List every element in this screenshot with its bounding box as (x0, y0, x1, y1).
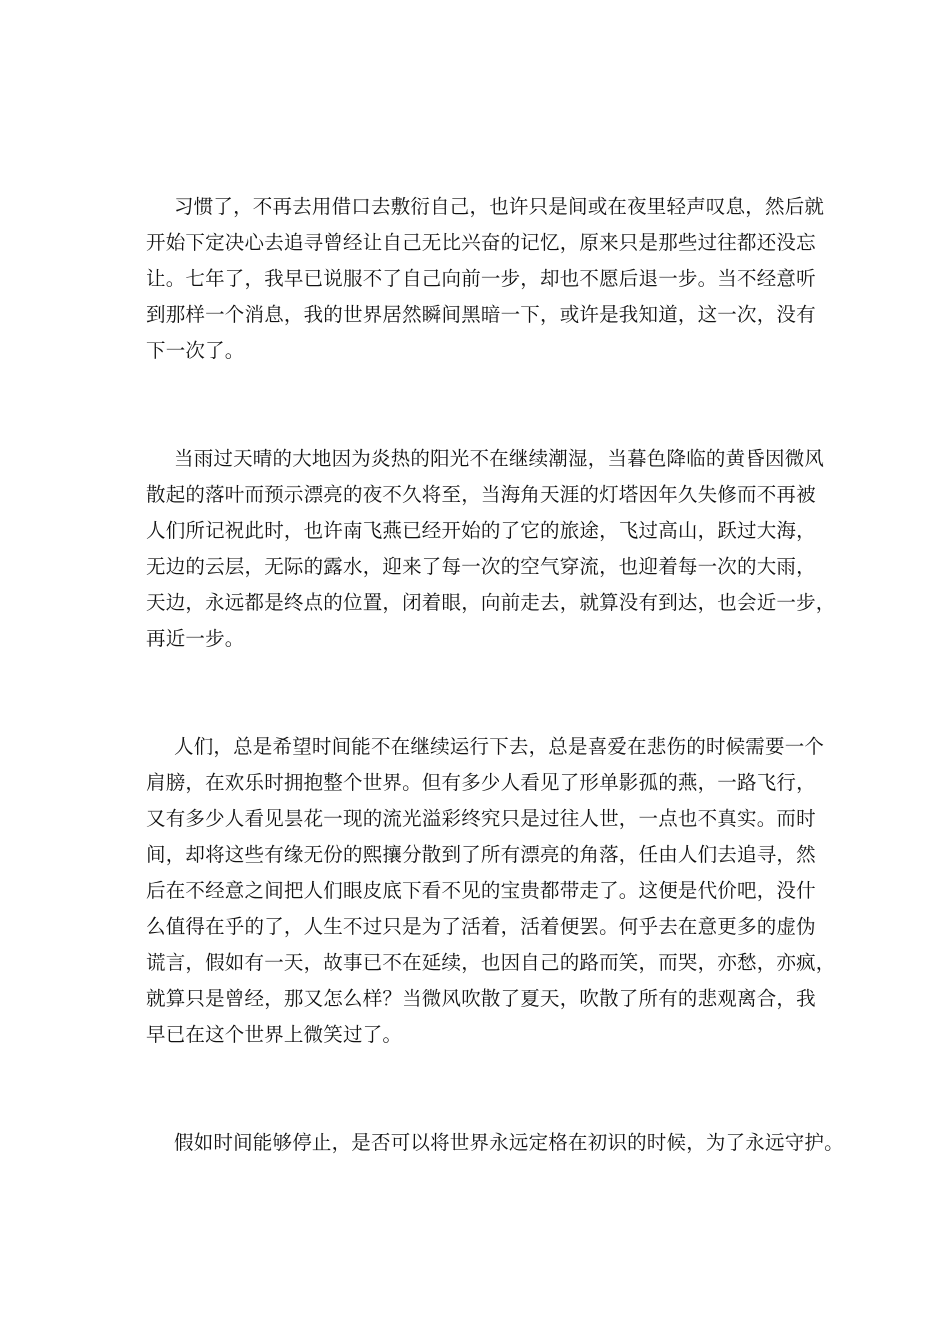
paragraph-4-line-1: 假如时间能够停止，是否可以将世界永远定格在初识的时候，为了永远守护。 (174, 1131, 844, 1154)
paragraph-3-line-6: 么值得在乎的了，人生不过只是为了活着，活着便罢。何乎去在意更多的虚伪 (146, 915, 816, 938)
paragraph-3-line-3: 又有多少人看见昙花一现的流光溢彩终究只是过往人世，一点也不真实。而时 (146, 807, 816, 830)
paragraph-1-line-3: 让。七年了，我早已说服不了自己向前一步，却也不愿后退一步。当不经意听 (146, 267, 816, 290)
paragraph-2-line-3: 人们所记祝此时，也许南飞燕已经开始的了它的旅途，飞过高山，跃过大海， (146, 519, 816, 542)
paragraph-2-line-5: 天边，永远都是终点的位置，闭着眼，向前走去，就算没有到达，也会近一步， (146, 591, 836, 614)
paragraph-3-line-2: 肩膀，在欢乐时拥抱整个世界。但有多少人看见了形单影孤的燕，一路飞行， (146, 771, 816, 794)
paragraph-2-line-2: 散起的落叶而预示漂亮的夜不久将至，当海角天涯的灯塔因年久失修而不再被 (146, 483, 816, 506)
paragraph-1-line-5: 下一次了。 (146, 339, 245, 362)
paragraph-3-line-7: 谎言，假如有一天，故事已不在延续，也因自己的路而笑，而哭，亦愁，亦疯， (146, 951, 836, 974)
paragraph-3-line-8: 就算只是曾经，那又怎么样？当微风吹散了夏天，吹散了所有的悲观离合，我 (146, 987, 816, 1010)
paragraph-1-line-4: 到那样一个消息，我的世界居然瞬间黑暗一下，或许是我知道，这一次，没有 (146, 303, 816, 326)
paragraph-2-line-1: 当雨过天晴的大地因为炎热的阳光不在继续潮湿，当暮色降临的黄昏因微风 (174, 447, 825, 470)
paragraph-2-line-6: 再近一步。 (146, 627, 245, 650)
paragraph-3-line-4: 间，却将这些有缘无份的熙攘分散到了所有漂亮的角落，任由人们去追寻，然 (146, 843, 816, 866)
paragraph-1-line-1: 习惯了，不再去用借口去敷衍自己，也许只是间或在夜里轻声叹息，然后就 (174, 195, 825, 218)
paragraph-2-line-4: 无边的云层，无际的露水，迎来了每一次的空气穿流，也迎着每一次的大雨， (146, 555, 816, 578)
paragraph-3-line-9: 早已在这个世界上微笑过了。 (146, 1023, 403, 1046)
paragraph-3-line-5: 后在不经意之间把人们眼皮底下看不见的宝贵都带走了。这便是代价吧，没什 (146, 879, 816, 902)
paragraph-1-line-2: 开始下定决心去追寻曾经让自己无比兴奋的记忆，原来只是那些过往都还没忘 (146, 231, 816, 254)
paragraph-3-line-1: 人们，总是希望时间能不在继续运行下去，总是喜爱在悲伤的时候需要一个 (174, 735, 825, 758)
